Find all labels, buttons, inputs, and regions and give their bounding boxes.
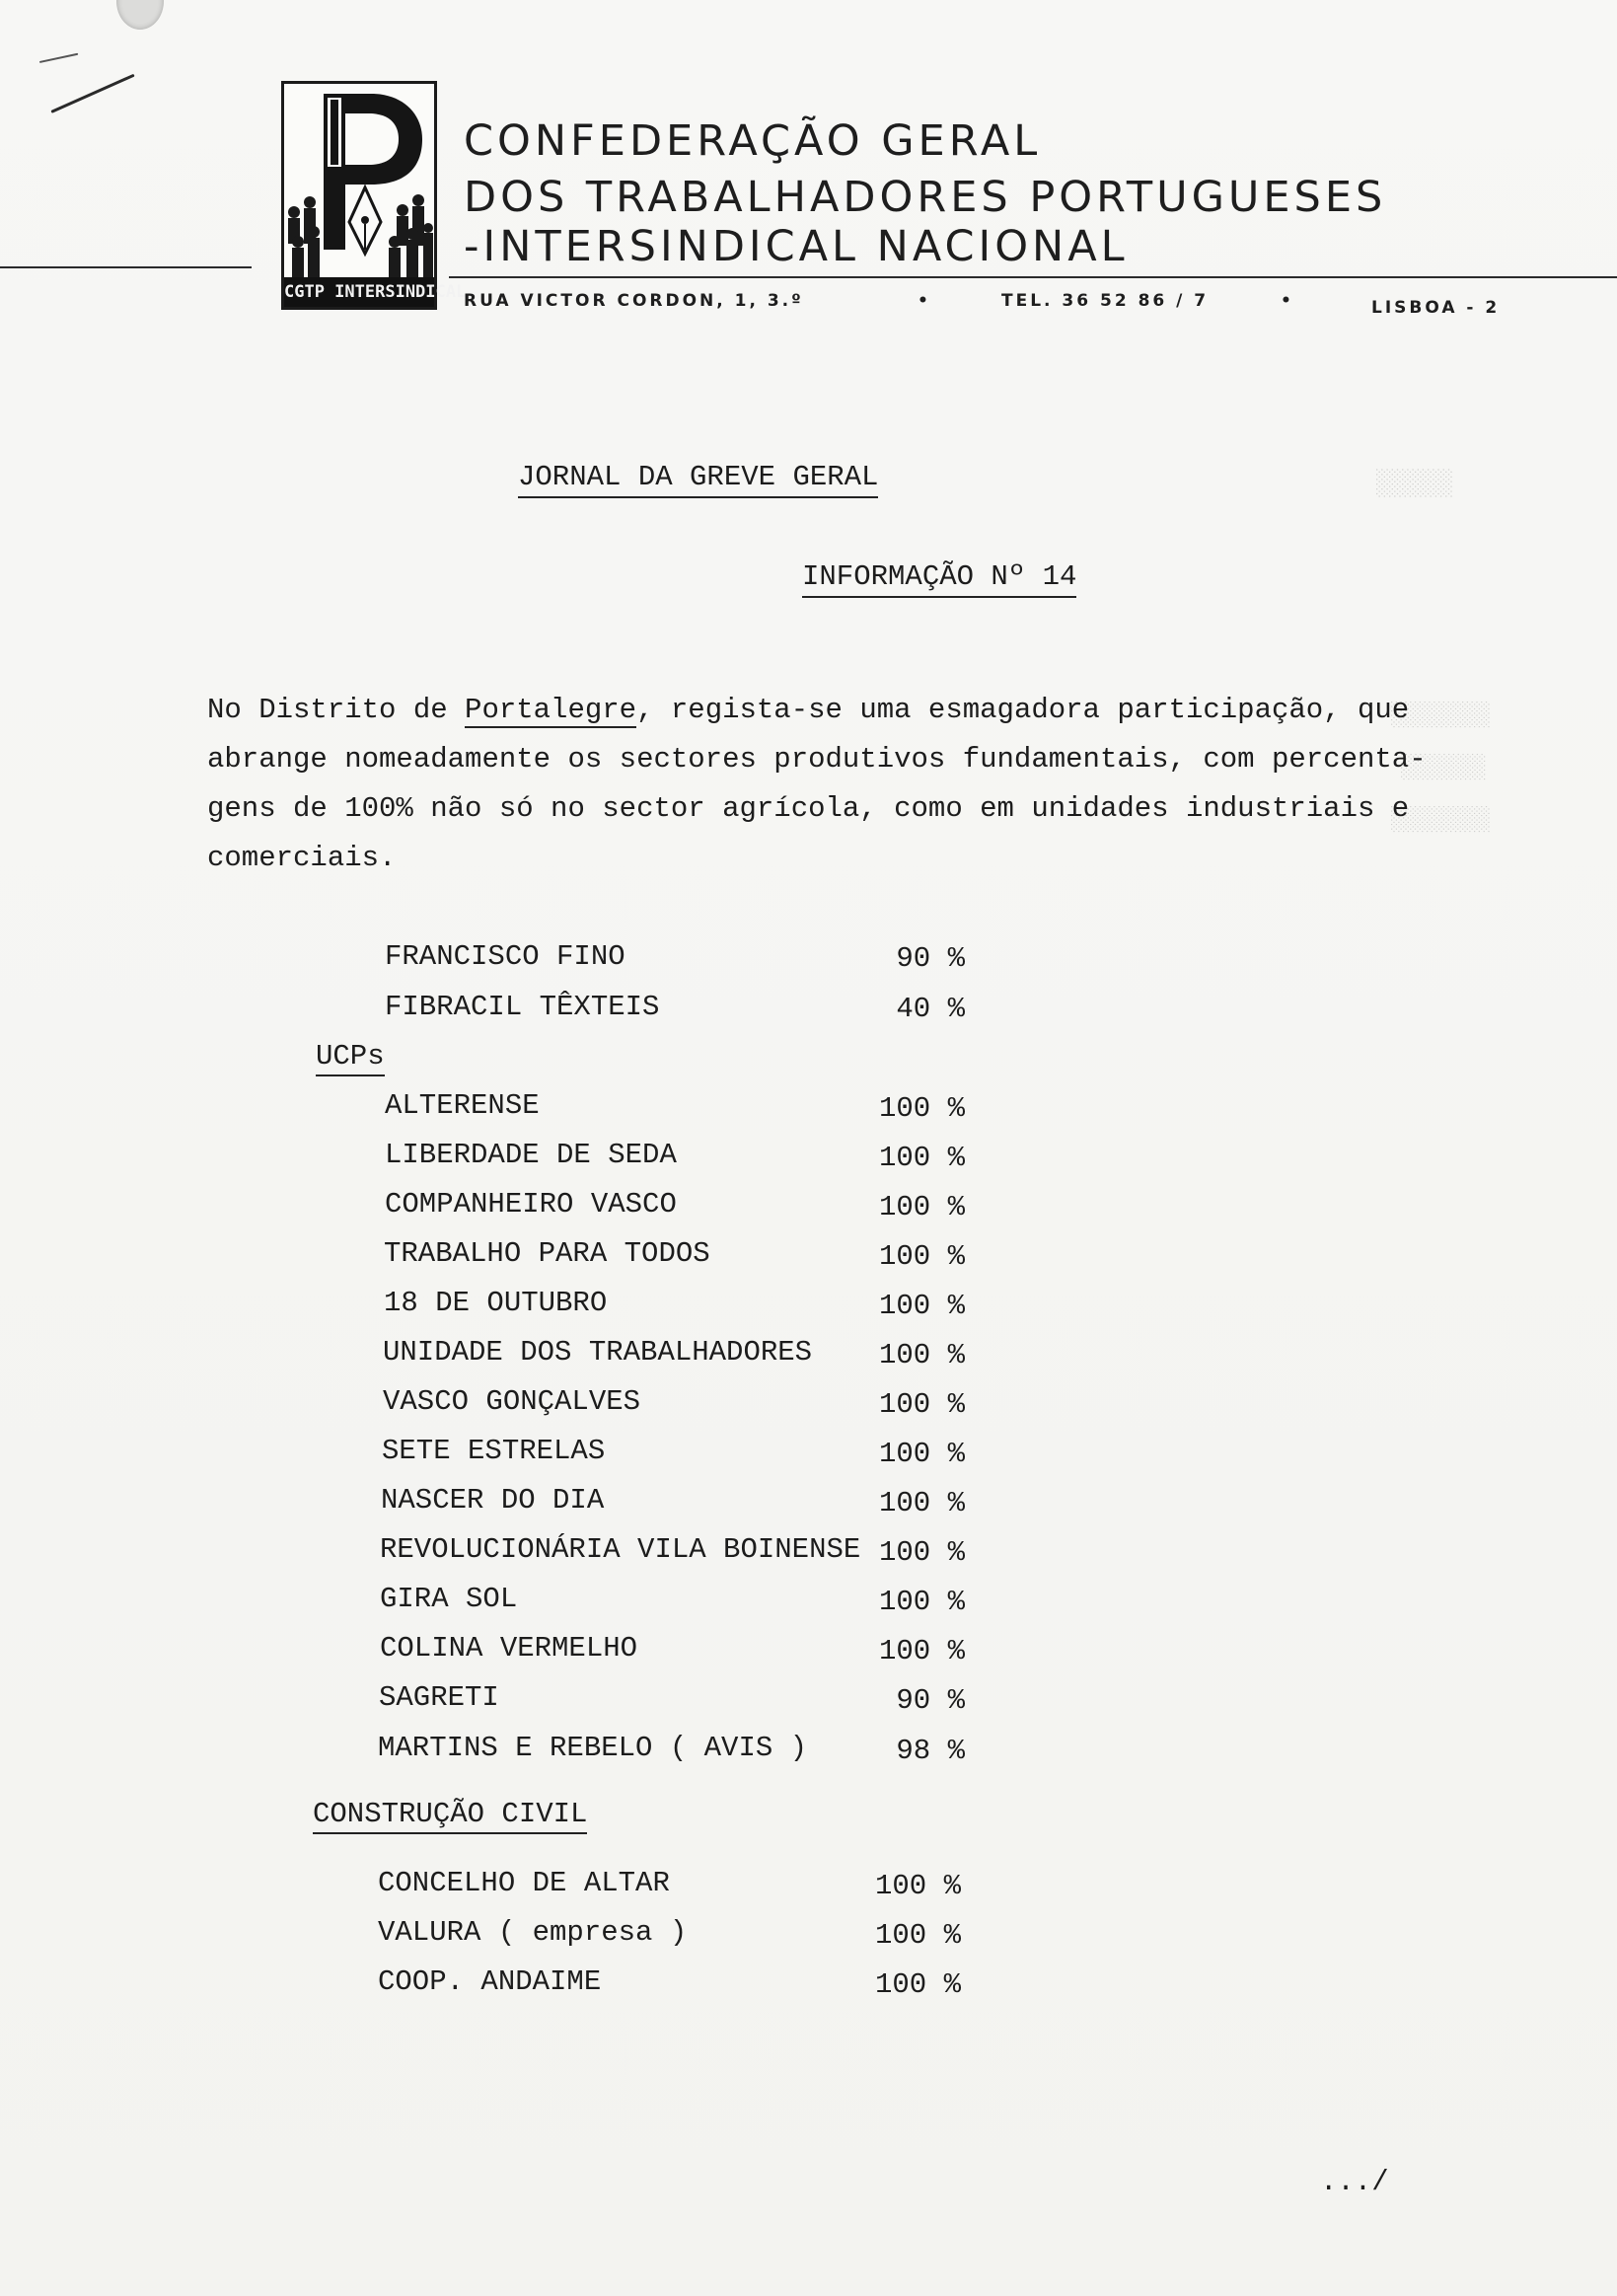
ucp-name: GIRA SOL xyxy=(380,1583,518,1615)
continuation-mark: .../ xyxy=(1320,2166,1389,2198)
bleed-through-text: ░░░░░░░ xyxy=(1391,807,1491,834)
ucp-name: REVOLUCIONÁRIA VILA BOINENSE xyxy=(380,1533,861,1566)
participation-pct: 100 % xyxy=(874,1968,961,2001)
participation-pct: 98 % xyxy=(896,1735,965,1767)
participation-pct: 90 % xyxy=(896,1684,965,1717)
participation-pct: 100 % xyxy=(878,1290,965,1322)
company-name: FRANCISCO FINO xyxy=(385,940,625,973)
participation-pct: 100 % xyxy=(878,1339,965,1371)
ucp-name: NASCER DO DIA xyxy=(381,1484,605,1517)
district-name: Portalegre xyxy=(465,694,637,726)
participation-pct: 100 % xyxy=(878,1438,965,1470)
participation-pct: 90 % xyxy=(896,942,965,975)
header-rule-right xyxy=(449,276,1617,278)
participation-pct: 100 % xyxy=(878,1536,965,1569)
address-phone: TEL. 36 52 86 / 7 xyxy=(1001,291,1210,311)
ucp-name: LIBERDADE DE SEDA xyxy=(385,1139,677,1171)
address-city: LISBOA - 2 xyxy=(1371,298,1501,318)
address-separator: • xyxy=(1281,291,1294,311)
bleed-through-text: ░░░░░░░ xyxy=(1391,703,1491,729)
ucp-name: SAGRETI xyxy=(379,1681,499,1714)
intro-text: , regista-se uma esmagadora participação, que xyxy=(636,694,1410,726)
cgtp-logo xyxy=(281,81,467,310)
intro-line-3: gens de 100% não só no sector agrícola, como em unidades industriais e xyxy=(207,792,1410,825)
intro-line-1 xyxy=(207,694,1409,726)
ucp-name: 18 DE OUTUBRO xyxy=(384,1287,608,1319)
participation-pct: 100 % xyxy=(878,1487,965,1519)
info-title: INFORMAÇÃO Nº 14 xyxy=(802,560,1076,598)
participation-pct: 100 % xyxy=(874,1919,961,1952)
bleed-through-text: ░░░░░░ xyxy=(1401,755,1487,781)
section-header-construction: CONSTRUÇÃO CIVIL xyxy=(313,1798,587,1834)
ucp-name: ALTERENSE xyxy=(385,1089,540,1122)
ucp-name: UNIDADE DOS TRABALHADORES xyxy=(383,1336,813,1369)
company-name: CONCELHO DE ALTAR xyxy=(378,1867,670,1899)
intro-line-2: abrange nomeadamente os sectores produtivos fundamentais, com percenta- xyxy=(207,743,1427,776)
ucp-name: TRABALHO PARA TODOS xyxy=(384,1237,710,1270)
org-name-line-1: CONFEDERAÇÃO GERAL xyxy=(464,116,1042,166)
participation-pct: 100 % xyxy=(878,1240,965,1273)
participation-pct: 40 % xyxy=(896,993,965,1025)
participation-pct: 100 % xyxy=(878,1191,965,1223)
punch-hole xyxy=(116,0,164,30)
cgtp-emblem-icon xyxy=(284,84,434,277)
address-separator: • xyxy=(918,291,931,311)
bleed-through-text: ░░░░░ xyxy=(1376,469,1454,498)
company-name: FIBRACIL TÊXTEIS xyxy=(385,991,660,1023)
address-street: RUA VICTOR CORDON, 1, 3.º xyxy=(464,291,804,311)
participation-pct: 100 % xyxy=(878,1388,965,1421)
participation-pct: 100 % xyxy=(878,1635,965,1667)
org-name-line-3: -INTERSINDICAL NACIONAL xyxy=(464,222,1129,271)
ucp-name: COMPANHEIRO VASCO xyxy=(385,1188,677,1221)
participation-pct: 100 % xyxy=(874,1870,961,1902)
ucp-name: SETE ESTRELAS xyxy=(382,1435,606,1467)
participation-pct: 100 % xyxy=(878,1092,965,1125)
ucp-name: COLINA VERMELHO xyxy=(380,1632,638,1665)
company-name: COOP. ANDAIME xyxy=(378,1965,602,1998)
intro-line-4: comerciais. xyxy=(207,842,397,874)
pen-mark xyxy=(39,53,79,63)
pen-mark xyxy=(50,74,134,113)
header-rule-left xyxy=(0,266,252,268)
org-name-line-2: DOS TRABALHADORES PORTUGUESES xyxy=(464,173,1387,222)
participation-pct: 100 % xyxy=(878,1142,965,1174)
section-header-ucps: UCPs xyxy=(316,1040,385,1076)
ucp-name: VASCO GONÇALVES xyxy=(383,1385,641,1418)
company-name: VALURA ( empresa ) xyxy=(378,1916,688,1949)
participation-pct: 100 % xyxy=(878,1586,965,1618)
logo-band-label: CGTP INTERSINDICAL xyxy=(284,277,434,307)
intro-text: No Distrito de xyxy=(207,694,466,726)
ucp-name: MARTINS E REBELO ( AVIS ) xyxy=(378,1732,808,1764)
journal-title: JORNAL DA GREVE GERAL xyxy=(518,461,878,498)
